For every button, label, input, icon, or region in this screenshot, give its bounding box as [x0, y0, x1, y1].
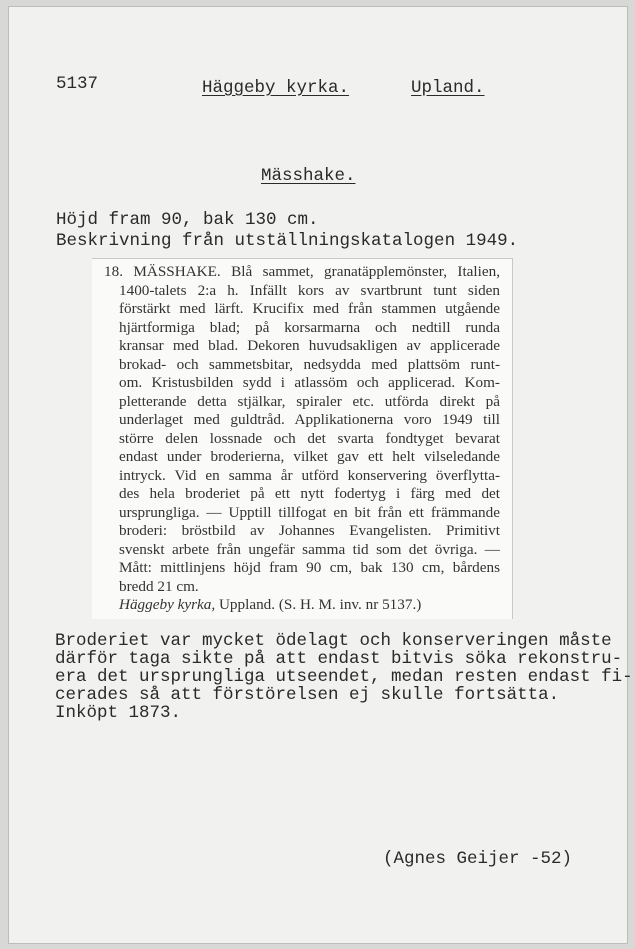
church-name: Häggeby kyrka.: [202, 78, 350, 98]
clipping-line: 18. MÄSSHAKE. Blå sammet, granatäpplemönster, Italien,: [104, 263, 500, 280]
note-line: cerades så att förstörelsen ej skulle fortsätta.: [55, 685, 560, 705]
inventory-number: 5137: [56, 74, 99, 94]
clipping-line: des hela broderiet på ett nytt fodertyg i färg med det: [119, 485, 500, 502]
signature: (Agnes Geijer -52): [383, 849, 573, 869]
source-line: Beskrivning från utställningskatalogen 1949.: [56, 231, 519, 251]
province: Upland.: [411, 78, 485, 98]
clipping-line: större delen lossnade och det svarta fondtyget bevarat: [119, 429, 500, 447]
note-line: Inköpt 1873.: [55, 703, 182, 723]
clipping-line: bredd 21 cm.: [119, 577, 199, 595]
catalog-clipping: [92, 258, 513, 619]
clipping-line: Mått: mittlinjens höjd fram 90 cm, bak 130 cm, bårdens: [119, 559, 500, 576]
clipping-line: förstärkt med lärft. Krucifix med från stammen utgående: [119, 300, 500, 317]
measure-line: Höjd fram 90, bak 130 cm.: [56, 210, 319, 230]
clipping-line: svenskt arbete från ungefär samma tid som det övriga. —: [119, 540, 500, 558]
clipping-line: hjärtformiga blad; på korsarmarna och nedtill runda: [119, 318, 500, 336]
clipping-line: underlaget med guldtråd. Applikationerna voro 1949 till: [119, 411, 500, 428]
note-line: därför taga sikte på att endast bitvis söka rekonstru-: [55, 649, 623, 669]
location-italic: Häggeby kyrka,: [119, 596, 216, 613]
clipping-line: endast under broderierna, vilket gav ett helt vilseledande: [119, 448, 500, 465]
clipping-line: ursprungliga. — Upptill tillfogat en bit från ett främmande: [119, 503, 500, 521]
clipping-line: intryck. Vid en samma år utförd konservering överflytta-: [119, 466, 500, 484]
conservation-note: [55, 632, 633, 722]
note-line: Broderiet var mycket ödelagt och konserveringen måste: [55, 631, 612, 651]
location-rest: Uppland. (S. H. M. inv. nr 5137.): [215, 596, 422, 613]
note-line: era det ursprungliga utseendet, medan resten endast fi-: [55, 667, 633, 687]
clipping-line: broderi: bröstbild av Johannes Evangelisten. Primitivt: [119, 522, 500, 539]
clipping-location: [119, 596, 500, 613]
clipping-line: kransar med blad. Dekoren huvudsakligen av applicerade: [119, 337, 500, 354]
clipping-line: 1400-talets 2:a h. Infällt kors av svartbrunt tunt siden: [119, 281, 500, 299]
clipping-line: om. Kristusbilden sydd i atlassöm och applicerad. Kom-: [119, 374, 500, 391]
object-title: Mässhake.: [261, 166, 356, 186]
clipping-line: brokad- och sammetsbitar, nedsydda med plattsöm runt-: [119, 355, 500, 373]
clipping-line: pletterande detta stjälkar, spiraler etc. utförda direkt på: [119, 392, 500, 410]
